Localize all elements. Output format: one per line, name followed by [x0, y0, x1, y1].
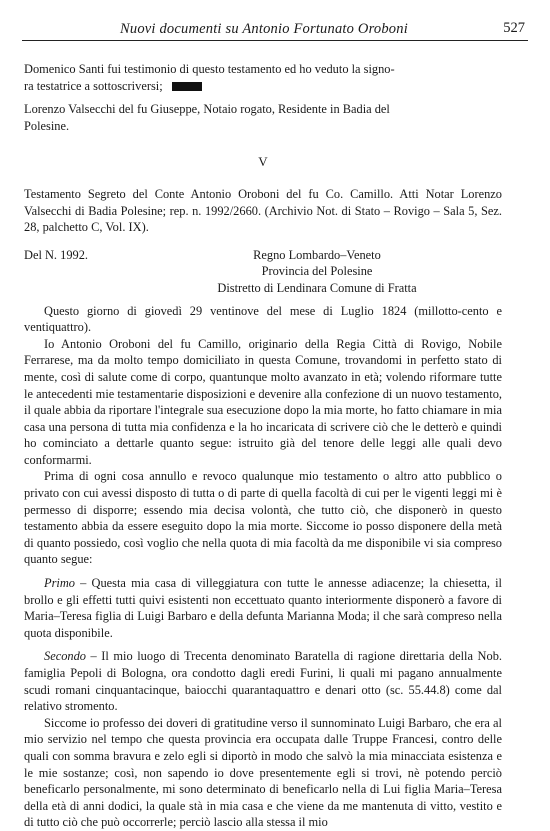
deed-title: Testamento Segreto del Conte Antonio Oroboni del fu Co. Camillo. Atti Notar Lorenzo Valsecchi di Badia Polesine; rep. n. 1992/2660. (Archivio Not. di Stato – Rovigo – Sala 5, Sez. 28, palchetto C, Vol. IX).: [24, 186, 502, 235]
secondo-label: Secondo –: [44, 649, 97, 664]
notary-line-1: Lorenzo Valsecchi del fu Giuseppe, Notaio rogato, Residente in Badia del: [24, 102, 390, 117]
location-block: [24, 247, 502, 297]
paragraph-date: Questo giorno di giovedì 29 ventinove del mese di Luglio 1824 (millotto-cento e ventiquattro).: [24, 303, 502, 335]
notary-line-2: Polesine.: [24, 118, 70, 133]
paragraph-revocation: Prima di ogni cosa annullo e revoco qualunque mio testamento o altro atto pubblico o privato con cui avessi disposto di tutta o di parte di quella facoltà di cui per le vigenti leggi mi è permesso di disporre; essendo mia decisa volontà, che tutto ciò, che disponerò in questo testamento abbia da essere eseguito dopo la mia morte. Siccome io posso disponere della metà di quanto possiedo, così voglio che nella quota di mia facoltà da me disponibile vi sia compreso quanto segue:: [24, 469, 502, 567]
document-body: [24, 61, 502, 831]
page-number: 527: [503, 20, 525, 36]
paragraph-primo: Primo – Questa mia casa di villeggiatura con tutte le annesse adiacenze; la chiesetta, il brollo e gli effetti tutti quivi esistenti non eccettuato quanto interiormente disponerò a favore di Maria–Teresa figlia di Luigi Barbaro e della defunta Marianna Moda; il che sarà compreso nella quota disponibile.: [24, 576, 502, 640]
running-header: [22, 12, 528, 41]
paragraph-secondo: Secondo – Il mio luogo di Trecenta denominato Baratella di ragione direttaria della Nob. famiglia Pepoli di Bologna, ora condotto dagli eredi Furini, li quali mi pagano annualmente scudi romani cinquantacinque, baiocchi quarantaquattro e denari otto (sc. 55.44.8) come dal relativo stromento.: [24, 649, 502, 714]
jurisdiction-line-2: Provincia del Polesine: [261, 264, 373, 279]
deed-reference: Del N. 1992.: [24, 247, 89, 262]
witness-line-1: Domenico Santi fui testimonio di questo testamento ed ho veduto la signo-: [24, 62, 395, 76]
signature-mark: [172, 82, 202, 91]
primo-label: Primo –: [44, 576, 87, 591]
running-title: Nuovi documenti su Antonio Fortunato Oroboni: [120, 21, 408, 37]
jurisdiction-line-3: Distretto di Lendinara Comune di Fratta: [217, 280, 417, 295]
jurisdiction: [132, 247, 502, 297]
paragraph-testator: Io Antonio Oroboni del fu Camillo, originario della Regia Città di Rovigo, Nobile Ferrarese, ma da molto tempo domiciliato in questa Comune, trovandomi in perfetto stato di mente, così di salute come di corpo, quantunque molto avanzato in età; volendo riformare tutte le antecedenti mie testamentarie disposizioni e devenire alla confezione di un nuovo testamento, il quale abbia da riportare l'integrale sua esecuzione dopo la mia morte, ho fatto chiamare in mia casa una persona di tutta mia confidenza e la ho incaricata di scrivere ciò che le detterò e quindi ho cominciato a dettarle quanto segue: istruito già del tenore delle leggi alle quali devo conformarmi.: [24, 336, 502, 467]
jurisdiction-line-1: Regno Lombardo–Veneto: [253, 247, 381, 262]
section-number: V: [258, 154, 268, 170]
witness-line-2: ra testatrice a sottoscriversi;: [24, 78, 502, 95]
paragraph-gratitude: Siccome io professo dei doveri di gratitudine verso il sunnominato Luigi Barbaro, che era al mio servizio nel tempo che questa provincia era occupata dalle Truppe Francesi, contro delle quali con somma bravura e zelo egli si diportò in modo che salvò la mia minacciata esistenza e le mie sostanze; così, non sapendo io dove presentemente egli si trovi, nè potendo perciò beneficarlo personalmente, mi sono determinato di beneficarlo nella di Lui figlia Maria–Teresa della età di anni dodici, la quale stà in mia casa e che viene da me mantenuta di vitto, vestito e di tutto ciò che può occorrerle; perciò lascio alla stessa il mio: [24, 715, 502, 830]
